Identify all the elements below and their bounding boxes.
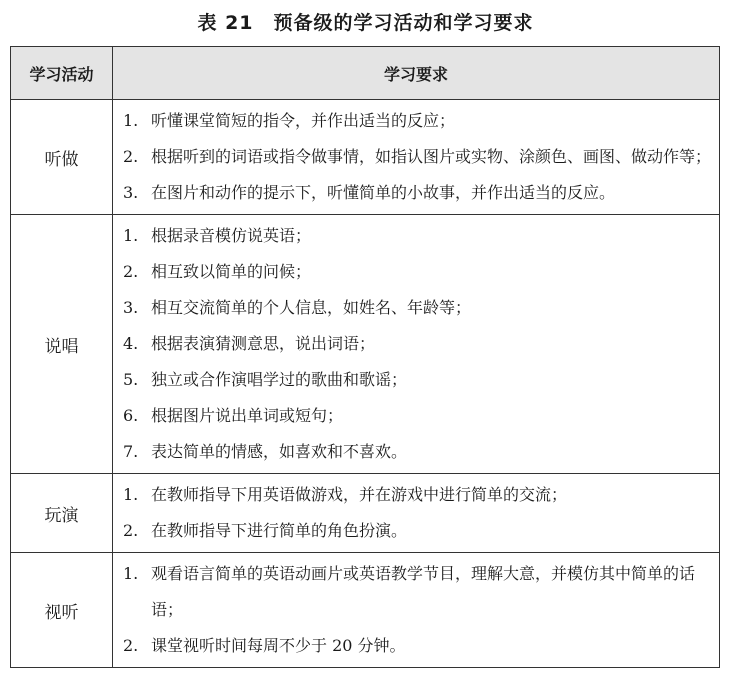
item-number: 2. <box>123 262 139 281</box>
header-row <box>11 47 720 100</box>
item-number: 2. <box>123 521 139 540</box>
requirement-item <box>123 628 711 664</box>
table-row <box>11 474 720 553</box>
item-number: 4. <box>123 334 139 353</box>
item-text: 根据录音模仿说英语； <box>151 226 312 245</box>
item-text: 独立或合作演唱学过的歌曲和歌谣； <box>151 370 408 389</box>
item-number: 1. <box>123 485 139 504</box>
requirement-cell <box>113 553 720 668</box>
header-requirement: 学习要求 <box>113 47 720 100</box>
requirement-cell <box>113 100 720 215</box>
requirement-item <box>123 103 711 139</box>
requirement-cell <box>113 474 720 553</box>
item-number: 3. <box>123 183 139 202</box>
table-row <box>11 215 720 474</box>
item-text: 观看语言简单的英语动画片或英语教学节目，理解大意，并模仿其中简单的话语； <box>151 564 696 619</box>
requirement-item <box>123 556 711 628</box>
requirement-item <box>123 218 711 254</box>
item-number: 3. <box>123 298 139 317</box>
requirement-item <box>123 326 711 362</box>
item-text: 根据听到的词语或指令做事情，如指认图片或实物、涂颜色、画图、做动作等； <box>151 147 712 166</box>
table-title: 表 21 预备级的学习活动和学习要求 <box>197 12 534 34</box>
requirement-item <box>123 139 711 175</box>
item-text: 在教师指导下用英语做游戏，并在游戏中进行简单的交流； <box>151 485 568 504</box>
item-text: 在教师指导下进行简单的角色扮演。 <box>151 521 408 540</box>
requirement-cell <box>113 215 720 474</box>
table-row <box>11 100 720 215</box>
item-number: 2. <box>123 636 139 655</box>
item-number: 7. <box>123 442 139 461</box>
item-number: 1. <box>123 564 139 583</box>
learning-activity-table <box>10 46 720 668</box>
item-text: 根据表演猜测意思，说出词语； <box>151 334 376 353</box>
requirement-item <box>123 290 711 326</box>
item-text: 相互交流简单的个人信息，如姓名、年龄等； <box>151 298 472 317</box>
activity-cell: 说唱 <box>11 215 113 474</box>
requirement-item <box>123 254 711 290</box>
requirement-item <box>123 513 711 549</box>
header-activity: 学习活动 <box>11 47 113 100</box>
item-number: 1. <box>123 111 139 130</box>
item-text: 听懂课堂简短的指令，并作出适当的反应； <box>151 111 456 130</box>
item-number: 1. <box>123 226 139 245</box>
requirement-item <box>123 477 711 513</box>
activity-cell: 视听 <box>11 553 113 668</box>
item-text: 相互致以简单的问候； <box>151 262 312 281</box>
item-text: 根据图片说出单词或短句； <box>151 406 344 425</box>
requirement-item <box>123 362 711 398</box>
item-number: 5. <box>123 370 139 389</box>
table-row <box>11 553 720 668</box>
item-text: 表达简单的情感，如喜欢和不喜欢。 <box>151 442 408 461</box>
item-number: 6. <box>123 406 139 425</box>
item-number: 2. <box>123 147 139 166</box>
item-text: 课堂视听时间每周不少于 20 分钟。 <box>151 636 406 655</box>
requirement-item <box>123 434 711 470</box>
activity-cell: 玩演 <box>11 474 113 553</box>
requirement-item <box>123 398 711 434</box>
activity-cell: 听做 <box>11 100 113 215</box>
item-text: 在图片和动作的提示下，听懂简单的小故事，并作出适当的反应。 <box>151 183 616 202</box>
requirement-item <box>123 175 711 211</box>
